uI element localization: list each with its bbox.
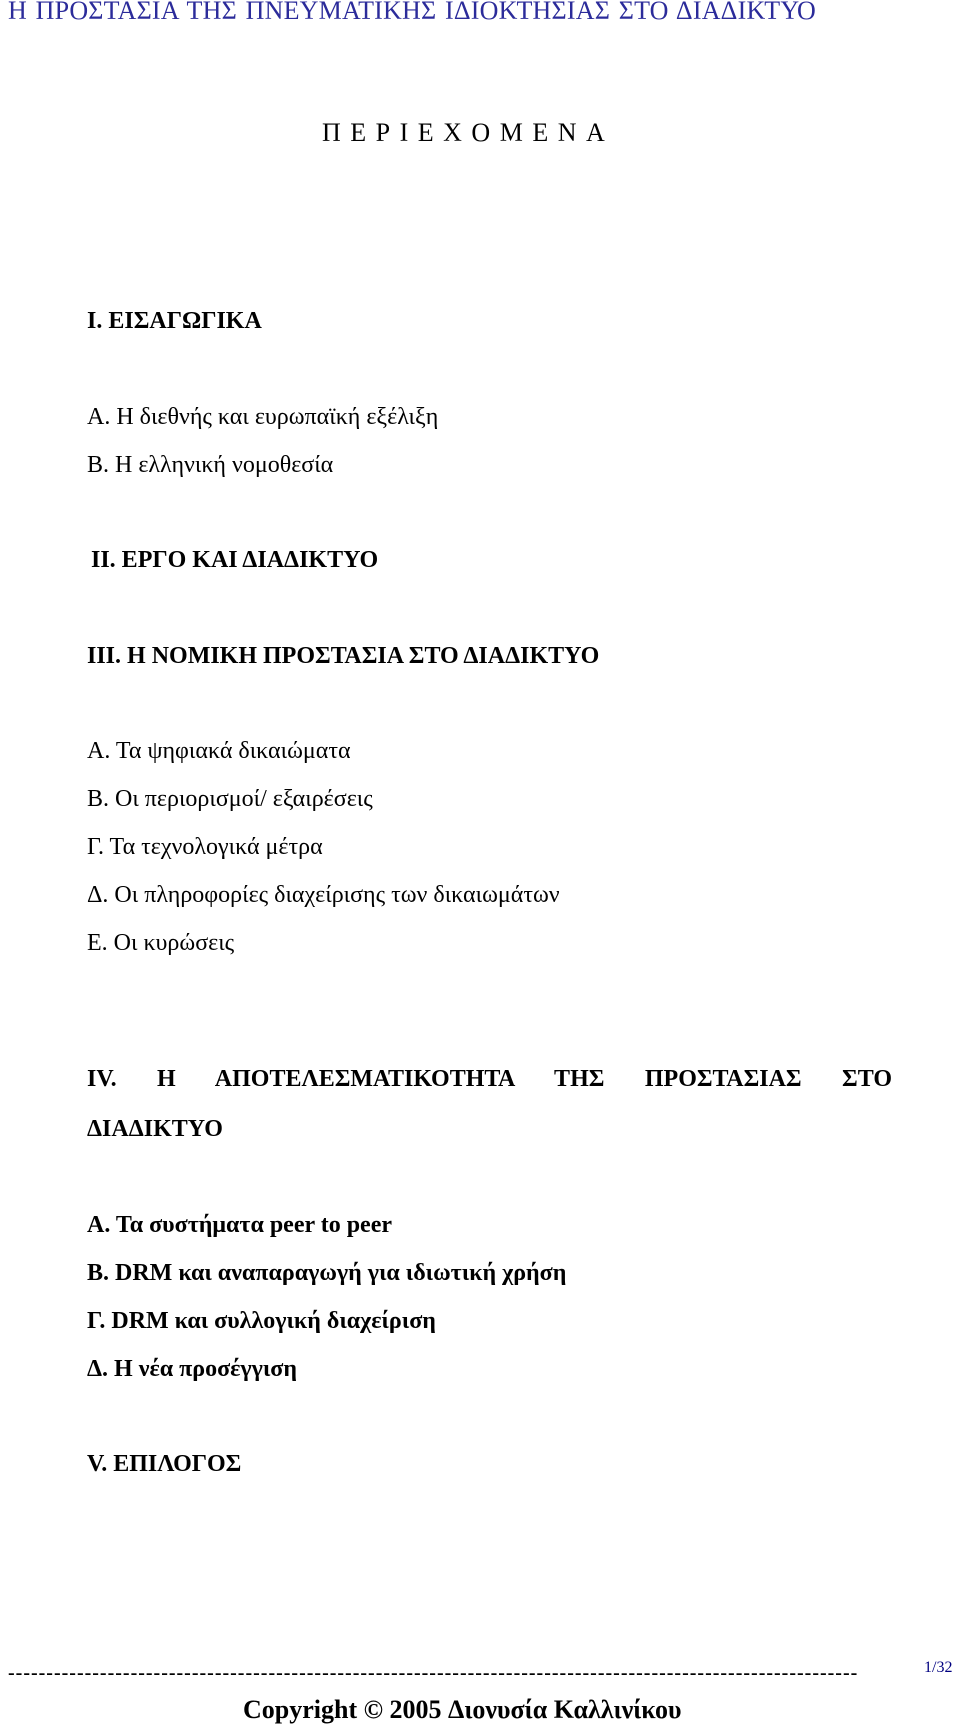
toc-item: Α. Τα ψηφιακά δικαιώματα bbox=[87, 738, 351, 764]
section-title-4-continued: ΔΙΑΔΙΚΤΥΟ bbox=[87, 1116, 223, 1142]
toc-item: Β. DRM και αναπαραγωγή για ιδιωτική χρήση bbox=[87, 1260, 567, 1286]
section-title-3: ΙΙΙ. Η ΝΟΜΙΚΗ ΠΡΟΣΤΑΣΙΑ ΣΤΟ ΔΙΑΔΙΚΤΥΟ bbox=[87, 643, 600, 669]
section-title-1: Ι. ΕΙΣΑΓΩΓΙΚΑ bbox=[87, 308, 262, 334]
toc-heading: ΠΕΡΙΕΧΟΜΕΝΑ bbox=[322, 118, 615, 147]
toc-item: Γ. DRM και συλλογική διαχείριση bbox=[87, 1308, 436, 1334]
section-title-2: ΙΙ. ΕΡΓΟ ΚΑΙ ΔΙΑΔΙΚΤΥΟ bbox=[91, 547, 379, 573]
toc-item: Γ. Τα τεχνολογικά μέτρα bbox=[87, 834, 323, 860]
toc-item: Β. Η ελληνική νομοθεσία bbox=[87, 452, 334, 478]
footer-divider: --------------------------------------------------------------------------------------------------------------- bbox=[8, 1667, 859, 1679]
toc-item: Β. Οι περιορισμοί/ εξαιρέσεις bbox=[87, 786, 373, 812]
header-title: Η ΠΡΟΣΤΑΣΙΑ ΤΗΣ ΠΝΕΥΜΑΤΙΚΗΣ ΙΔΙΟΚΤΗΣΙΑΣ ΣΤΟ ΔΙΑΔΙΚΤΥΟ bbox=[8, 0, 817, 25]
toc-item: Δ. Οι πληροφορίες διαχείρισης των δικαιωμάτων bbox=[87, 882, 560, 908]
section-title-5: V. ΕΠΙΛΟΓΟΣ bbox=[87, 1451, 242, 1477]
toc-item: Α. Η διεθνής και ευρωπαϊκή εξέλιξη bbox=[87, 404, 439, 430]
toc-item: Ε. Οι κυρώσεις bbox=[87, 930, 235, 956]
page-number: 1/32 bbox=[924, 1659, 953, 1676]
copyright-notice: Copyright © 2005 Διονυσία Καλλινίκου bbox=[243, 1695, 682, 1724]
section-title-4: IV. Η ΑΠΟΤΕΛΕΣΜΑΤΙΚΟΤΗΤΑ ΤΗΣ ΠΡΟΣΤΑΣΙΑΣ ΣΤΟ bbox=[87, 1066, 892, 1092]
toc-item: Δ. Η νέα προσέγγιση bbox=[87, 1356, 297, 1382]
toc-item: Α. Τα συστήματα peer to peer bbox=[87, 1212, 393, 1238]
